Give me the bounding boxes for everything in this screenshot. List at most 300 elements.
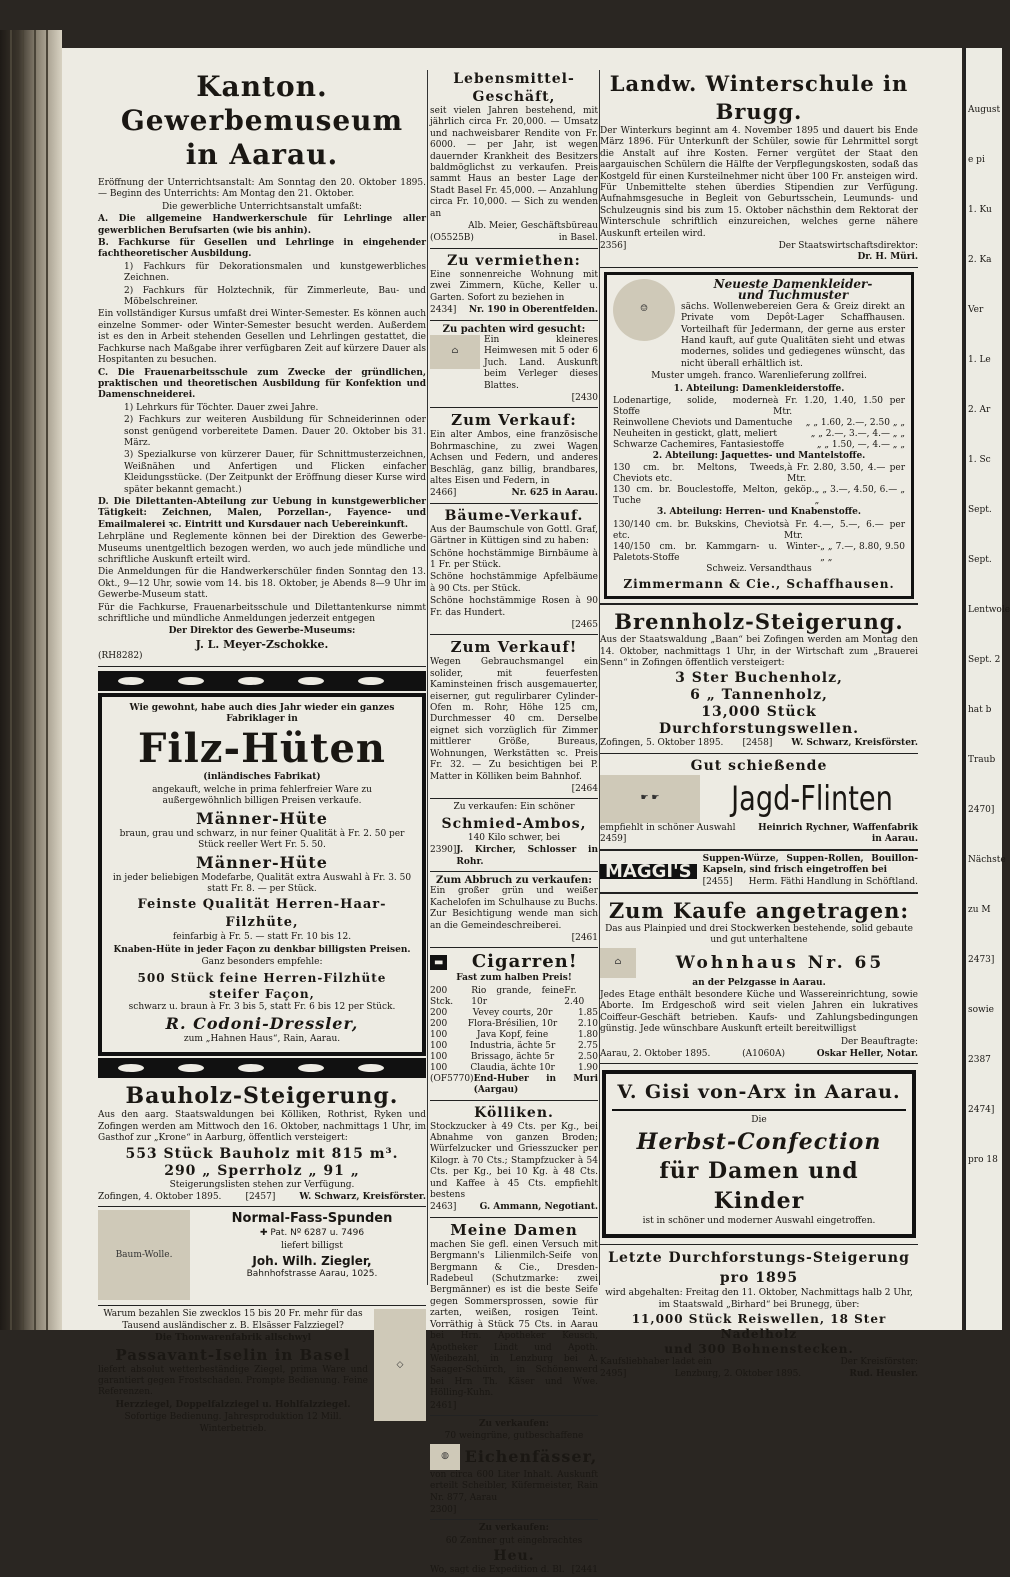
ad-text: Eröffnung der Unterrichtsanstalt: Am Sonntag den 20. Oktober 1895. — Beginn des Unterrichts: Am Montag den 21. Oktober. <box>98 178 426 200</box>
table-cell: 200 <box>430 1007 448 1018</box>
ad-heading: 290 „ Sperrholz „ 91 „ <box>164 1162 360 1179</box>
ad-text: Eine sonnenreiche Wohnung mit zwei Zimmern, Küche, Keller u. Garten. Sofort zu beziehen in <box>430 269 598 303</box>
table-cell: à Fr. 4.—, 5.—, 6.— per Mtr. <box>783 519 905 541</box>
divider <box>430 1217 598 1218</box>
ad-title: Schmied-Ambos, <box>441 815 587 832</box>
ad-title: Meine Damen <box>450 1220 578 1239</box>
next-page-fragment: Ver <box>968 305 984 315</box>
ad-ref: [2465 <box>571 620 598 631</box>
ad-heading: 11,000 Stück Reiswellen, 18 Ster Nadelholz <box>631 1312 887 1342</box>
table-row <box>613 463 905 485</box>
ad-text: braun, grau und schwarz, in nur feiner Qualität à Fr. 2. 50 per Stück reeller Wert Fr. 5. 50. <box>119 828 405 851</box>
table-row <box>613 520 905 542</box>
ad-durchforstung <box>600 1248 918 1380</box>
ad-title: Zum Kaufe angetragen: <box>608 897 910 923</box>
ad-signature: Oskar Heller, Notar. <box>816 1049 918 1060</box>
ad-bauholz <box>98 1082 426 1203</box>
ad-ref: 2390] <box>430 845 457 856</box>
ad-text: Für die Fachkurse, Frauenarbeitsschule und Dilettantenkurse nimmt schriftliche und mündliche Anmeldungen jederzeit entgegen <box>98 602 426 625</box>
ad-text: in Basel. <box>558 233 598 244</box>
ad-date: Aarau, 2. Oktober 1895. <box>600 1049 711 1060</box>
ad-date: Lenzburg, 2. Oktober 1895. <box>674 1368 802 1379</box>
ad-text: an der Pelzgasse in Aarau. <box>692 977 826 988</box>
ad-text: Lehrpläne und Reglemente können bei der Direktion des Gewerbe-Museums unentgeltlich bezogen werden, wo auch jede mündliche und schriftliche Auskunft erteilt wird. <box>98 532 426 565</box>
ad-text: Das aus Plainpied und drei Stockwerken bestehende, solid gebaute und gut unterhaltene <box>605 923 913 946</box>
ornament-bar <box>98 1058 426 1078</box>
ad-ref: (OF5770) <box>430 1073 474 1084</box>
cigarren-table <box>430 986 598 1074</box>
ad-signature: Der Direktor des Gewerbe-Museums: <box>168 626 356 637</box>
ad-verkauf-ofen <box>430 638 598 795</box>
ad-text: 140 Kilo schwer, bei <box>467 832 561 843</box>
ad-text: Knaben-Hüte in jeder Façon zu denkbar billigsten Preisen. <box>113 944 411 955</box>
ad-text: 1) Lehrkurs für Töchter. Dauer zwei Jahre. <box>124 402 319 413</box>
table-cell: 100 <box>430 1029 448 1040</box>
diamond-icon: ◇ <box>396 1359 404 1370</box>
table-cell: Vevey courts, 20r <box>472 1007 553 1018</box>
divider <box>430 248 598 249</box>
table-cell: „ „ 3.—, 4.50, 6.— „ „ <box>814 485 905 507</box>
ad-text: seit vielen Jahren bestehend, mit jährlich circa Fr. 20,000. — Umsatz und nachweisbarer Rendite von Fr. 6000. — per Jahr, ist wegen dauernder Krankheit des Besitzers baldmöglichst zu verkaufen. Preis sammt Haus an bester Lage der Stadt Basel Fr. 45,000. — Anzahlung circa Fr. 10,000. — Sich zu wenden an <box>430 106 598 219</box>
next-page-fragment: Lentwole <box>968 605 1010 615</box>
divider <box>600 1063 918 1064</box>
ad-ref: 2459] <box>600 834 627 845</box>
ad-text: Die Thonwarenfabrik allschwyl <box>154 1333 312 1344</box>
divider <box>600 267 918 268</box>
table-row <box>430 1041 598 1052</box>
ad-signature: G. Ammann, Negotiant. <box>479 1202 598 1213</box>
cross-icon: ✚ <box>259 1228 271 1239</box>
ad-baeume <box>430 507 598 632</box>
maggi-logo: MAGGI'S <box>600 864 697 879</box>
divider <box>98 666 426 667</box>
ad-title: Passavant-Iselin in Basel <box>115 1345 351 1364</box>
ad-title: Neueste Damenkleider- <box>713 276 873 291</box>
ad-text: Fast zum halben Preis! <box>456 973 572 984</box>
ad-heading: 500 Stück feine Herren-Filzhüte steifer Façon, <box>137 970 387 1001</box>
ad-date: Zofingen, 4. Oktober 1895. <box>98 1191 222 1202</box>
table-cell: 1.90 <box>577 1062 598 1073</box>
ad-text: Ein vollständiger Kursus umfaßt drei Winter-Semester. Es können auch einzelne Sommer- oder Winter-Semester besucht werden. Außerdem ist es den in Arbeit stehenden Gesellen und Lehrlingen gestattet, die Fachkurse nach Maßgabe ihrer verfügbaren Zeit auf kürzere Dauer als Hospitanten zu besuchen. <box>98 309 426 366</box>
ad-gewerbemuseum <box>98 70 426 663</box>
ad-gisi <box>602 1070 916 1238</box>
ad-signature: Der Kreisförster: <box>840 1357 918 1368</box>
ad-date: Zofingen, 5. Oktober 1895. <box>600 738 724 749</box>
ad-title: Cigarren! <box>471 951 578 973</box>
ad-text: wird abgehalten: Freitag den 11. Oktober, Nachmittags halb 2 Uhr, im Staatswald „Birhard“ bei Brunegg, über: <box>605 1288 913 1310</box>
table-cell: „ „ 1.50, —, 4.— „ „ <box>816 439 905 450</box>
ad-text <box>198 1228 426 1239</box>
ad-text: Kaufsliebhaber ladet ein <box>600 1357 712 1368</box>
next-page-fragment: 2. Ka <box>968 255 992 265</box>
ad-lebensmittel <box>430 70 598 245</box>
ad-text: Der Winterkurs beginnt am 4. November 1895 und dauert bis Ende März 1896. Für Unterkunft der Schüler, sowie für Lehrmittel sorgt die Anstalt auf ihre Kosten. Ferner vergütet der Staat den aargauischen Schülern die Hälfte der Verpflegungskosten, sodaß das Kostgeld für einen Kursteilnehmer nicht über 100 Fr. ansteigen wird. Für Unbemittelte stehen überdies Stipendien zur Verfügung. Aufnahmsgesuche in Begleit von Geburtsschein, Leumunds- und Schulzeugnis sind bis zum 15. Oktober nächsthin dem Rektorat der Winterschule schriftlich einzureichen, welches gerne nähere Auskunft erteilen wird. <box>600 126 918 239</box>
ad-text: Muster umgeh. franco. Warenlieferung zollfrei. <box>651 371 867 382</box>
pointing-hand-icon: ☛ ☛ <box>600 775 700 823</box>
ad-title: Kölliken. <box>474 1104 554 1121</box>
ad-text: Ein alter Ambos, eine französische Bohrmaschine, zu zwei Wagen Achsen und Federn, und anderes Beschläg, ganz billig, brandbares, altes Eisen und Federn, in <box>430 430 598 486</box>
divider <box>430 407 598 408</box>
ad-signature: W. Schwarz, Kreisförster. <box>299 1191 426 1202</box>
ad-text: Gut schießende <box>690 757 828 774</box>
ad-heading: Männer-Hüte <box>196 852 328 872</box>
ad-signature: J. Kircher, Schlosser in Rohr. <box>456 845 598 867</box>
ad-signature: Dr. H. Müri. <box>857 252 918 263</box>
ad-text: 2) Fachkurs für Holztechnik, für Zimmerleute, Bau- und Möbelschreiner. <box>124 285 426 308</box>
ad-text: Nr. 190 in Oberentfelden. <box>468 305 598 316</box>
ad-text: Wie gewohnt, habe auch dies Jahr wieder ein ganzes Fabriklager in <box>129 702 395 725</box>
ad-text: Zu verkaufen: <box>478 1418 550 1429</box>
ad-text: angekauft, welche in prima fehlerfreier Ware zu außergewöhnlich billigen Preisen verkaufe. <box>152 784 372 807</box>
ad-text: liefert absolut wetterbeständige Ziegel, prima Ware und garantiert gegen Frostschaden. Prompte Bedienung. Feine Referenzen. <box>98 1364 368 1398</box>
ad-text: Die <box>751 1115 767 1126</box>
ad-text: sächs. Wollenwebereien Gera & Greiz direkt an Private vom Depôt-Lager Schaffhausen. Vorteilhaft für Jedermann, der gerne aus erster Hand kauft, auf gute Qualitäten sieht und etwas modernes, solides und gediegenes wünscht, das nicht überall erhältlich ist. <box>681 301 905 369</box>
price-table <box>613 396 905 451</box>
ad-text: in Aarau. <box>871 834 918 845</box>
next-page-fragment: 1. Ku <box>968 205 992 215</box>
ad-text: Schöne hochstämmige Birnbäume à 1 Fr. per Stück. <box>430 548 598 570</box>
ad-title: Bäume-Verkauf. <box>444 507 584 524</box>
ad-title: Eichenfässer, <box>464 1446 598 1466</box>
ad-heading: 1. Abteilung: Damenkleiderstoffe. <box>673 383 845 394</box>
table-row <box>613 542 905 564</box>
spunden-illustration <box>98 1210 190 1300</box>
ad-text: B. Fachkurse für Gesellen und Lehrlinge in eingehender fachtheoretischer Ausbildung. <box>98 238 426 260</box>
ad-heading: 6 „ Tannenholz, <box>690 687 828 704</box>
table-row <box>430 1052 598 1063</box>
divider <box>600 603 918 605</box>
ad-cigarren <box>430 951 598 1096</box>
ad-title: Filz-Hüten <box>138 725 386 773</box>
ad-text: Zu verkaufen: Ein schöner <box>453 802 575 813</box>
ad-damen <box>430 1221 598 1412</box>
ad-signature: Rud. Heusler. <box>849 1368 918 1379</box>
ad-spunden <box>98 1210 426 1302</box>
ad-heading: für Damen und Kinder <box>659 1157 859 1214</box>
ad-text: 70 weingrüne, gutbeschaffene <box>444 1431 584 1442</box>
next-page-fragment: 1. Le <box>968 355 991 365</box>
table-cell: Schwarze Cachemires, Fantasiestoffe <box>613 439 785 450</box>
ad-heading: und 300 Bohnenstecken. <box>664 1342 854 1357</box>
next-page-fragment: pro 18 <box>968 1155 998 1165</box>
ad-ref: 2434] <box>430 305 457 316</box>
table-cell: 100 <box>430 1062 448 1073</box>
next-page-fragment: zu M <box>968 905 991 915</box>
ad-heading: 553 Stück Bauholz mit 815 m³. <box>125 1145 399 1162</box>
next-page-fragment: Traub <box>968 755 996 765</box>
next-page-fragment: Sept. <box>968 555 992 565</box>
ad-text: Die gewerbliche Unterrichtsanstalt umfaßt: <box>162 201 362 212</box>
ad-ref: [2441 <box>571 1565 598 1576</box>
ad-winterschule <box>600 70 918 264</box>
ad-text: Aus den aarg. Staatswaldungen bei Kölliken, Rothrist, Ryken und Zofingen werden am Mittwoch den 16. Oktober, nachmittags 1 Uhr, im Gasthof zur „Krone“ in Aarburg, öffentlich versteigert: <box>98 1110 426 1144</box>
ad-ziegel <box>98 1309 426 1436</box>
ad-title: Kanton. Gewerbemuseum <box>120 70 404 137</box>
next-page-fragment: sowie <box>968 1005 994 1015</box>
table-cell: 1.85 <box>577 1007 598 1018</box>
ad-text: 60 Zentner gut eingebrachtes <box>445 1535 583 1546</box>
ad-text: Ein kleineres Heimwesen mit 5 oder 6 Juch. Land. Auskunft beim Verleger dieses Blattes. <box>484 334 598 391</box>
ad-text: D. Die Dilettanten-Abteilung zur Uebung in kunstgewerblicher Tätigkeit: Zeichnen, Malen, Porzellan-, Fayence- und Emailmalerei ꝛc. Eintritt und Kursdauer nach Uebereinkunft. <box>98 496 426 530</box>
ad-abbruch <box>430 875 598 944</box>
table-cell: 100 <box>430 1040 448 1051</box>
ad-text: Die Anmeldungen für die Handwerkerschüler finden Sonntag den 13. Okt., 9—12 Uhr, sowie vom 14. bis 18. Oktober, je Abends 8—9 Uhr im Gewerbe-Museum statt. <box>98 567 426 601</box>
ad-ref: [2457] <box>245 1191 276 1202</box>
ad-heading: 3. Abteilung: Herren- und Knabenstoffe. <box>657 507 861 518</box>
table-cell: 200 <box>430 1018 448 1029</box>
ad-title: Zu pachten wird gesucht: <box>442 323 586 335</box>
ad-ref: (A1060A) <box>742 1049 786 1060</box>
column-right <box>600 70 918 1380</box>
ad-text: Aus der Staatswaldung „Baan“ bei Zofingen werden am Montag den 14. Oktober, nachmittags 1 Uhr, in der Wirtschaft zum „Brauerei Senn“ in Zofingen öffentlich versteigert: <box>600 635 918 668</box>
table-cell: Java Kopf, feine <box>476 1029 549 1040</box>
ad-koelliken <box>430 1104 598 1214</box>
ad-title: Bauholz-Steigerung. <box>125 1083 399 1110</box>
roof-tile-illustration <box>374 1309 426 1421</box>
divider <box>600 849 918 851</box>
ad-ref: 2461] <box>430 1400 457 1411</box>
table-cell: „ „ 2.—, 3.—, 4.— „ „ <box>810 428 905 439</box>
ad-kaufe <box>600 897 918 1061</box>
divider <box>430 320 598 321</box>
ad-text: (inländisches Fabrikat) <box>203 772 321 783</box>
ad-text: Warum bezahlen Sie zwecklos 15 bis 20 Fr. mehr für das Tausend ausländischer z. B. Elsässer Falzziegel? <box>103 1309 363 1331</box>
ad-text: Stockzucker à 49 Cts. per Kg., bei Abnahme von ganzen Broden; Würfelzucker und Griesszucker per Kilogr. à 70 Cts.; Stampfzucker à 54 Cts. per Kg., bei 10 Kg. à 48 Cts. und Kaffee à 45 Cts. empfiehlt bestens <box>430 1121 598 1201</box>
ad-ref: [2455] <box>702 877 733 888</box>
divider <box>430 1415 598 1416</box>
next-page-fragment: Nächste <box>968 855 1006 865</box>
cigar-icon: ▬ <box>430 955 447 970</box>
next-page-fragment: 2473] <box>968 955 995 965</box>
ad-firm: Heinrich Rychner, Waffenfabrik <box>758 822 918 833</box>
next-page-fragment: August <box>968 105 1001 115</box>
ad-text: Nr. 625 in Aarau. <box>511 488 598 499</box>
ad-text: feinfarbig à Fr. 5. — statt Fr. 10 bis 12. <box>172 932 352 943</box>
ad-text: Steigerungslisten stehen zur Verfügung. <box>169 1179 355 1190</box>
next-page-edge <box>964 48 1010 1330</box>
table-cell: 2.75 <box>577 1040 598 1051</box>
ad-text: schwarz u. braun à Fr. 3 bis 5, statt Fr. 6 bis 12 per Stück. <box>128 1001 396 1012</box>
ad-flinten <box>600 757 918 846</box>
ad-text: Ein großer grün und weißer Kachelofen im Schulhause zu Buchs. Zur Besichtigung wende man sich an die Gemeindeschreiberei. <box>430 886 598 931</box>
ad-title: Lebensmittel-Geschäft, <box>453 71 575 105</box>
table-cell: Claudia, ächte 10r <box>470 1062 555 1073</box>
ad-eichen <box>430 1419 598 1516</box>
next-page-fragment: 2474] <box>968 1105 995 1115</box>
ad-title: Brennholz-Steigerung. <box>614 609 904 635</box>
table-cell: „ „ 7.—, 8.80, 9.50 „ „ <box>820 541 905 563</box>
ad-ref: 2463] <box>430 1202 457 1213</box>
table-cell: Flora-Brésilien, 10r <box>467 1018 558 1029</box>
ad-signature: Herm. Fäthi Handlung in Schöftland. <box>748 877 918 888</box>
ad-text: Schöne hochstämmige Rosen à 90 Fr. das Hundert. <box>430 596 598 618</box>
table-row <box>430 1030 598 1041</box>
ad-vermiethen <box>430 252 598 317</box>
ad-text: Jedes Etage enthält besondere Küche und Wassereinrichtung, sowie Aborte. Im Erdgeschoß wird seit vielen Jahren ein lukratives Coiffeur-Geschäft betrieben. Kaufs- und Zahlungsbedingungen günstig. Jede wünschbare Auskunft erteilt bereitwilligst <box>600 990 918 1035</box>
ornament-bar <box>98 671 426 691</box>
table-cell: 1.80 <box>577 1029 598 1040</box>
divider <box>430 947 598 948</box>
ad-title: Zum Verkauf! <box>450 638 578 657</box>
ad-signature: Alb. Meier, Geschäftsbüreau <box>468 221 598 232</box>
divider <box>600 892 918 894</box>
table-cell: „ „ 1.60, 2.—, 2.50 „ „ <box>805 417 905 428</box>
ad-text: 1) Fachkurs für Dekorationsmalen und kunstgewerbliches Zeichnen. <box>124 261 426 284</box>
ad-text: Schweiz. Versandthaus <box>706 563 812 574</box>
ad-title: Letzte Durchforstungs-Steigerung pro 1895 <box>608 1250 910 1287</box>
table-cell: Industria, ächte 5r <box>469 1040 556 1051</box>
next-page-fragment: Sept. 2 <box>968 655 1001 665</box>
ad-text: Sofortige Bedienung. Jahresproduktion 12 Mill. Winterbetrieb. <box>124 1412 342 1434</box>
house-icon: ⌂ <box>600 948 636 978</box>
ad-heading: 2. Abteilung: Jaquettes- und Mantelstoffe. <box>652 450 866 461</box>
ad-title: Zum Verkauf: <box>451 411 577 430</box>
ad-text: Bahnhofstrasse Aarau, 1025. <box>246 1269 378 1280</box>
ad-damenkleider <box>604 272 914 599</box>
table-row <box>613 429 905 440</box>
price-table <box>613 463 905 507</box>
ad-maggi <box>600 854 918 889</box>
ad-text: ist in schöner und moderner Auswahl eingetroffen. <box>642 1215 876 1226</box>
ad-ref: 2356] <box>600 241 627 252</box>
ad-title: Normal-Fass-Spunden <box>231 1211 393 1227</box>
ad-schmied <box>430 802 598 868</box>
table-cell: 200 Stck. <box>430 985 454 1007</box>
ad-ref: [2430 <box>571 392 598 403</box>
ad-text: Herzziegel, Doppelfalzziegel u. Hohlfalzziegel. <box>115 1399 351 1410</box>
next-page-fragment: Sept. <box>968 505 992 515</box>
ad-ref: [2464 <box>571 783 598 794</box>
ad-signature: Der Beauftragte: <box>840 1036 918 1047</box>
table-cell: à Fr. 2.80, 3.50, 4.— per Mtr. <box>787 463 905 485</box>
divider <box>430 798 598 799</box>
table-row <box>430 1019 598 1030</box>
ad-ref: 2300] <box>430 1504 457 1515</box>
ad-text: C. Die Frauenarbeitsschule zum Zwecke der gründlichen, praktischen und theoretischen Ausbildung für Konfektion und Damenschneiderei. <box>98 367 426 401</box>
next-page-fragment: 1. Sc <box>968 455 991 465</box>
ad-firm: End-Huber in Muri (Aargau) <box>473 1073 598 1096</box>
next-page-fragment: 2387 <box>968 1055 991 1065</box>
table-row <box>613 396 905 418</box>
ad-firm: Zimmermann & Cie., Schaffhausen. <box>623 577 895 592</box>
ad-text: Ganz besonders empfehle: <box>201 957 323 968</box>
ad-heading: Feinste Qualität Herren-Haar-Filzhüte, <box>137 897 387 931</box>
next-page-fragment: hat b <box>968 705 992 715</box>
table-cell: 130/140 cm. br. Bukskins, Cheviots etc. <box>613 519 784 541</box>
table-cell: Lodenartige, solide, moderne Stoffe <box>613 395 774 417</box>
divider <box>430 1100 598 1101</box>
ad-ref: [2458] <box>742 738 773 749</box>
table-row <box>430 1063 598 1074</box>
barrel-icon: ◍ <box>430 1444 460 1470</box>
divider <box>600 753 918 754</box>
divider <box>430 634 598 635</box>
table-cell: Neuheiten in gestickt, glatt, meliert <box>613 428 777 439</box>
ad-text: 3) Spezialkurse von kürzerer Dauer, für Schnittmusterzeichnen, Weißnähen und Anfertigen und Flicken einfacher Kleidungsstücke. (Der Zeitpunkt der Eröffnung dieser Kurse wird später bekannt gemacht.) <box>124 450 426 495</box>
ad-title: Zum Abbruch zu verkaufen: <box>436 874 592 886</box>
table-row <box>613 440 905 451</box>
ad-text: Wo, sagt die Expedition d. Bl. <box>430 1565 565 1576</box>
table-row <box>430 986 598 1008</box>
ad-text: liefert billigst <box>281 1240 343 1251</box>
ad-verkauf-ambos <box>430 411 598 499</box>
ad-ref: (RH8282) <box>98 651 143 662</box>
divider <box>600 1244 918 1245</box>
ad-ref: 2466] <box>430 488 457 499</box>
table-cell: à Fr. 1.20, 1.40, 1.50 per Mtr. <box>773 395 905 417</box>
ad-title: Landw. Winterschule in Brugg. <box>609 71 909 124</box>
ad-heading: 3 Ster Buchenholz, <box>675 670 843 687</box>
column-left <box>98 70 426 1436</box>
ad-ref: [2461 <box>571 932 598 943</box>
ad-firm: R. Codoni-Dressler, <box>165 1013 359 1033</box>
table-cell: 140/150 cm. br. Kammgarn- u. Winter-Paletots-Stoffe <box>613 541 821 563</box>
price-table <box>613 520 905 564</box>
table-cell: Brissago, ächte 5r <box>470 1051 555 1062</box>
book-spine <box>0 30 62 1330</box>
ad-text: Zu verkaufen: <box>478 1523 550 1534</box>
illustration-label: Baum-Wolle. <box>115 1249 173 1260</box>
column-middle <box>430 70 598 1577</box>
next-page-fragment: e pi <box>968 155 985 165</box>
table-cell: Reinwollene Cheviots und Damentuche <box>613 417 793 428</box>
divider <box>430 1519 598 1520</box>
ad-text: Suppen-Würze, Suppen-Rollen, Bouillon-Kapseln, sind frisch eingetroffen bei <box>702 853 918 875</box>
table-row <box>430 1008 598 1019</box>
ad-text: Aus der Baumschule von Gottl. Graf, Gärtner in Küttigen sind zu haben: <box>430 524 598 547</box>
ad-ref: (O5525B) <box>430 233 474 244</box>
ad-signature: J. L. Meyer-Zschokke. <box>195 637 329 651</box>
ad-heading: Wohnhaus Nr. 65 <box>675 952 885 973</box>
patent-number: Pat. Nº 6287 u. 7496 <box>270 1228 365 1239</box>
table-cell: 130 cm. br. Meltons, Tweeds, Cheviots etc. <box>613 463 788 485</box>
ad-title: Heu. <box>493 1548 535 1565</box>
column-rule <box>427 70 428 1285</box>
next-page-fragment: 2470] <box>968 805 995 815</box>
table-row <box>613 418 905 429</box>
ad-title: V. Gisi von-Arx in Aarau. <box>612 1080 906 1111</box>
ad-text: von circa 600 Liter Inhalt. Auskunft erteilt Scheibler, Küfermeister, Rain Nr. 877, Aarau <box>430 1469 598 1503</box>
ad-subtitle: in Aarau. <box>185 138 339 171</box>
next-page-fragment: 2. Ar <box>968 405 991 415</box>
ad-text: Wegen Gebrauchsmangel ein solider, mit feuerfesten Kaminsteinen frisch ausgemauerter, eiserner, gut regulirbarer Cylinder-Ofen m. Rohr, Höhe 125 cm, Durchmesser 40 cm. Derselbe eignet sich vorzüglich für Zimmer mittlerer Größe, Bureaus, Wohnungen, Werkstätten ꝛc. Preis Fr. 32. — Zu besichtigen bei P. Matter in Kölliken beim Bahnhof. <box>430 657 598 782</box>
divider <box>430 871 598 872</box>
ad-text: in jeder beliebigen Modefarbe, Qualität extra Auswahl à Fr. 3. 50 statt Fr. 8. — per Stück. <box>112 872 412 894</box>
ad-pachten <box>430 324 598 405</box>
divider <box>430 503 598 504</box>
ad-heading: Herbst-Confection <box>636 1128 882 1155</box>
ad-heading: 13,000 Stück Durchforstungswellen. <box>658 704 860 738</box>
ad-text: Schöne hochstämmige Apfelbäume à 90 Cts. per Stück. <box>430 572 598 594</box>
divider <box>98 1305 426 1306</box>
ad-heading: Männer-Hüte <box>196 808 328 828</box>
ad-ref: 2495] <box>600 1368 627 1379</box>
lady-portrait-illustration: ☺ <box>613 279 675 341</box>
table-cell: 100 <box>430 1051 448 1062</box>
table-row <box>613 485 905 507</box>
ad-signature: W. Schwarz, Kreisförster. <box>791 738 918 749</box>
ad-title: Zu vermiethen: <box>447 252 581 269</box>
table-cell: 130 cm. br. Bouclestoffe, Melton, geköp. Tuche <box>613 485 815 507</box>
ad-heu <box>430 1523 598 1576</box>
ad-signature: Der Staatswirtschaftsdirektor: <box>778 241 918 252</box>
ad-text: empfiehlt in schöner Auswahl <box>600 822 736 833</box>
ad-text: machen Sie gefl. einen Versuch mit Bergmann's Lilienmilch-Seife von Bergmann & Cie., Dresden-Radebeul (Schutzmarke: zwei Bergmänner) es ist die beste Seife gegen Sommersprossen, sowie für zarten, weißen, rosigen Teint. Vorräthig à Stück 75 Cts. in Aarau bei Hrn. Apotheker Keusch, Apotheker Lindt und Apoth. Weibezahl, in Lenzburg bei A. Saager-Schürch, in Schönenwerd bei Hrn Th. Käser und Wwe. Hölling-Kuhn. <box>430 1239 598 1399</box>
table-cell: 2.50 <box>577 1051 598 1062</box>
ad-title: Jagd-Flinten <box>731 778 893 819</box>
farmhouse-icon: ⌂ <box>430 335 480 369</box>
table-cell: 2.10 <box>577 1018 598 1029</box>
